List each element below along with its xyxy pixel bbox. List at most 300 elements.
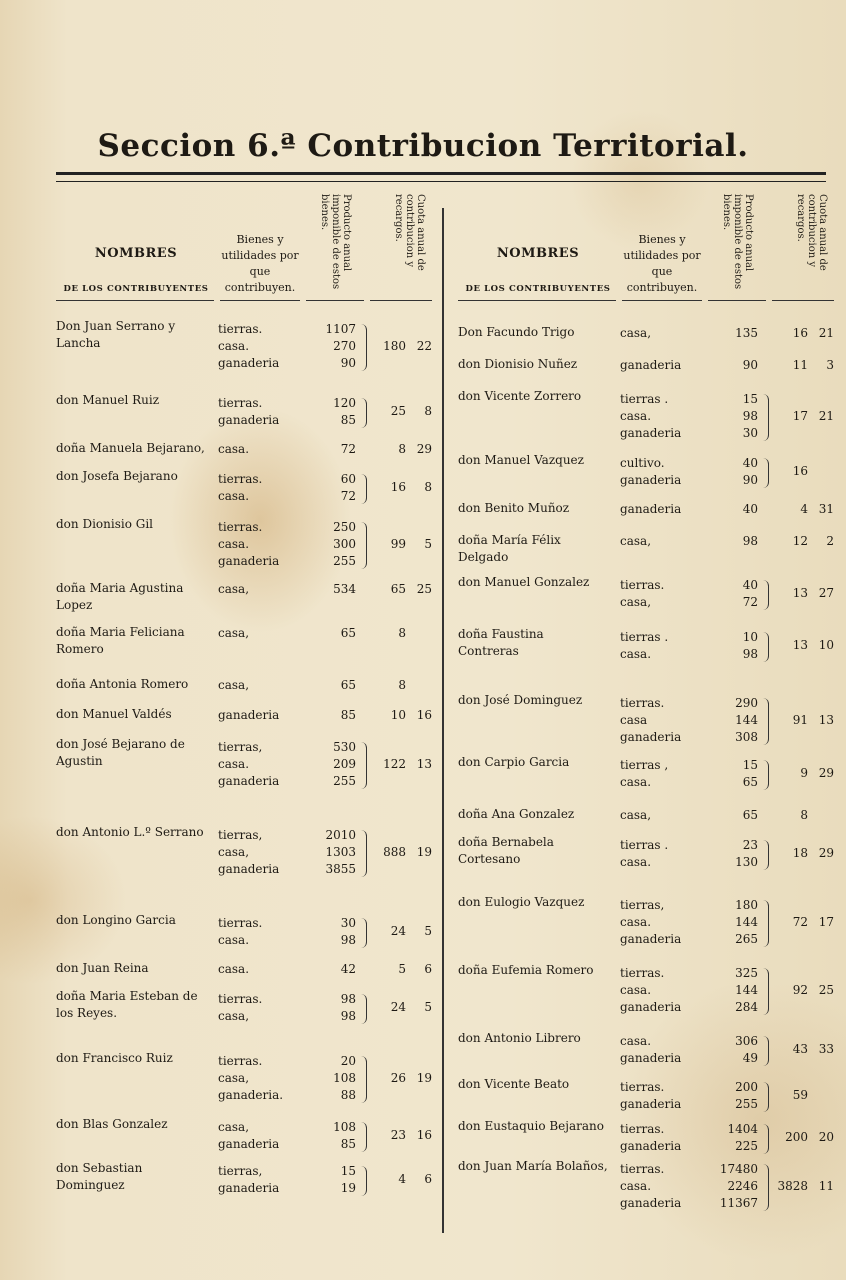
cuota-value: 16 bbox=[792, 464, 808, 478]
cuota-value: 17 bbox=[792, 408, 808, 423]
property-item bbox=[618, 932, 758, 949]
title-rule-thick bbox=[56, 172, 826, 175]
contributor-entry bbox=[458, 692, 838, 754]
property-type: tierras. bbox=[218, 396, 263, 410]
property-type: tierras. bbox=[218, 916, 263, 930]
property-value: 90 bbox=[742, 358, 758, 372]
contributor-name: doña Eufemia Romero bbox=[458, 963, 594, 977]
property-item bbox=[216, 933, 356, 950]
header-bienes: Bienes y utilidades por que contribuyen. bbox=[623, 233, 701, 294]
header-nombres: NOMBRES bbox=[496, 246, 580, 261]
property-type: ganaderia bbox=[620, 1139, 682, 1153]
property-item bbox=[216, 992, 356, 1009]
recargo-value: 22 bbox=[416, 338, 432, 353]
property-items bbox=[618, 392, 758, 443]
contributor-name: don Carpio Garcia bbox=[458, 755, 570, 769]
recargo-value: 6 bbox=[424, 961, 432, 976]
property-type: ganaderia bbox=[218, 862, 280, 876]
cuota-value: 43 bbox=[792, 1042, 808, 1056]
property-value: 3855 bbox=[325, 862, 356, 876]
property-type: ganaderia bbox=[620, 358, 682, 372]
property-type: ganaderia bbox=[218, 1181, 280, 1195]
recargo-value: 17 bbox=[818, 914, 834, 929]
contributor-name: doña María Félix Delgado bbox=[458, 533, 561, 564]
property-item bbox=[618, 1097, 758, 1114]
header-underline bbox=[708, 300, 766, 301]
property-item bbox=[216, 582, 356, 599]
property-item bbox=[618, 898, 758, 915]
property-items bbox=[216, 962, 356, 979]
property-type: tierras. bbox=[218, 472, 263, 486]
property-value: 65 bbox=[742, 808, 758, 822]
property-value: 98 bbox=[742, 534, 758, 548]
property-type: tierras. bbox=[218, 520, 263, 534]
property-items bbox=[216, 626, 356, 643]
property-items bbox=[216, 740, 356, 791]
property-value: 88 bbox=[340, 1088, 356, 1102]
recargo-value: 27 bbox=[818, 586, 834, 600]
contributor-name: don Benito Muñoz bbox=[458, 501, 570, 515]
property-item bbox=[618, 775, 758, 792]
property-item bbox=[216, 757, 356, 774]
contributor-name: don Juan María Bolaños, bbox=[458, 1159, 608, 1173]
property-items bbox=[618, 502, 758, 519]
contributor-name: don Vicente Beato bbox=[458, 1077, 570, 1091]
property-items bbox=[618, 630, 758, 664]
recargo-value: 16 bbox=[416, 707, 432, 722]
contributor-name: doña Maria Agustina Lopez bbox=[56, 581, 184, 612]
contributor-entry bbox=[56, 912, 436, 960]
property-item bbox=[216, 740, 356, 757]
contributor-entry bbox=[458, 574, 838, 626]
property-item bbox=[618, 473, 758, 490]
property-type: casa. bbox=[620, 983, 652, 997]
contributor-name: don Blas Gonzalez bbox=[56, 1117, 168, 1131]
property-value: 72 bbox=[340, 489, 356, 503]
property-value: 98 bbox=[742, 647, 758, 661]
property-type: casa, bbox=[620, 326, 652, 340]
contributor-name: don Longino Garcia bbox=[56, 913, 176, 927]
cuota-value: 13 bbox=[792, 638, 808, 652]
property-value: 85 bbox=[340, 708, 356, 722]
property-item bbox=[618, 358, 758, 375]
property-value: 30 bbox=[742, 426, 758, 440]
property-value: 255 bbox=[333, 554, 356, 568]
property-item bbox=[618, 1000, 758, 1017]
property-item bbox=[216, 774, 356, 791]
property-value: 98 bbox=[340, 933, 356, 947]
property-items bbox=[216, 916, 356, 950]
cuota-value: 4 bbox=[398, 1172, 406, 1186]
property-item bbox=[618, 1139, 758, 1156]
property-items bbox=[618, 1080, 758, 1114]
contributor-name: Don Facundo Trigo bbox=[458, 325, 575, 339]
property-item bbox=[618, 578, 758, 595]
property-value: 85 bbox=[340, 1137, 356, 1151]
header-underline bbox=[458, 300, 616, 301]
property-type: casa. bbox=[218, 933, 250, 947]
property-items bbox=[618, 898, 758, 949]
property-type: ganaderia bbox=[620, 932, 682, 946]
header-nombres-sub: DE LOS CONTRIBUYENTES bbox=[465, 284, 611, 294]
cuota-value: 25 bbox=[390, 404, 406, 418]
property-type: casa. bbox=[218, 442, 250, 456]
recargo-value: 13 bbox=[416, 756, 432, 771]
cuota-value: 9 bbox=[800, 766, 808, 780]
cuota-value: 65 bbox=[390, 581, 406, 596]
cuota-value: 8 bbox=[398, 441, 406, 456]
property-value: 40 bbox=[742, 578, 758, 592]
recargo-value: 6 bbox=[424, 1172, 432, 1186]
property-type: tierras. bbox=[620, 1162, 665, 1176]
contributor-name: don Vicente Zorrero bbox=[458, 389, 582, 403]
column-header bbox=[458, 190, 838, 302]
recargo-value: 13 bbox=[818, 712, 834, 727]
cuota-value: 180 bbox=[383, 338, 406, 353]
property-items bbox=[216, 992, 356, 1026]
recargo-value: 8 bbox=[424, 404, 432, 418]
property-value: 2010 bbox=[325, 828, 356, 842]
property-item bbox=[618, 1122, 758, 1139]
contributor-name: don Manuel Ruiz bbox=[56, 393, 160, 407]
contributor-name: don Eustaquio Bejarano bbox=[458, 1119, 604, 1133]
property-item bbox=[618, 326, 758, 343]
recargo-value: 21 bbox=[818, 325, 834, 340]
header-underline bbox=[370, 300, 432, 301]
property-item bbox=[618, 915, 758, 932]
property-item bbox=[216, 1164, 356, 1181]
property-item bbox=[216, 1009, 356, 1026]
property-value: 15 bbox=[742, 758, 758, 772]
property-item bbox=[216, 442, 356, 459]
property-type: casa, bbox=[218, 626, 250, 640]
header-gap bbox=[56, 302, 436, 318]
property-value: 17480 bbox=[719, 1162, 758, 1176]
property-type: tierras . bbox=[620, 392, 669, 406]
property-item bbox=[618, 426, 758, 443]
property-type: casa. bbox=[620, 1179, 652, 1193]
property-value: 270 bbox=[333, 339, 356, 353]
property-type: tierras. bbox=[218, 992, 263, 1006]
property-items bbox=[618, 808, 758, 825]
contributor-name: doña Maria Feliciana Romero bbox=[56, 625, 185, 656]
property-item bbox=[618, 409, 758, 426]
property-type: ganaderia bbox=[620, 473, 682, 487]
cuota-value: 72 bbox=[792, 914, 808, 929]
property-item bbox=[618, 808, 758, 825]
property-type: casa bbox=[620, 713, 648, 727]
contributor-name: don Dionisio Nuñez bbox=[458, 357, 578, 371]
contributor-entry bbox=[458, 324, 838, 356]
recargo-value: 20 bbox=[818, 1130, 834, 1144]
property-value: 534 bbox=[333, 582, 356, 596]
property-item bbox=[618, 696, 758, 713]
right-column bbox=[458, 190, 838, 1218]
contributor-entry bbox=[56, 736, 436, 824]
contributor-entry bbox=[56, 706, 436, 736]
contributor-name: don Antonio L.º Serrano bbox=[56, 825, 204, 839]
property-value: 135 bbox=[735, 326, 758, 340]
property-type: ganaderia bbox=[218, 356, 280, 370]
recargo-value: 5 bbox=[424, 1000, 432, 1014]
property-value: 11367 bbox=[719, 1196, 758, 1210]
property-type: casa. bbox=[218, 537, 250, 551]
property-type: casa, bbox=[218, 678, 250, 692]
recargo-value: 8 bbox=[424, 480, 432, 494]
property-value: 98 bbox=[340, 1009, 356, 1023]
property-items bbox=[216, 520, 356, 571]
property-value: 300 bbox=[333, 537, 356, 551]
property-type: cultivo. bbox=[620, 456, 665, 470]
property-value: 144 bbox=[735, 983, 758, 997]
property-item bbox=[618, 966, 758, 983]
property-type: ganaderia bbox=[218, 554, 280, 568]
contributor-entry bbox=[458, 894, 838, 962]
property-type: tierras. bbox=[620, 578, 665, 592]
property-items bbox=[618, 1034, 758, 1068]
contributor-name: don José Dominguez bbox=[458, 693, 583, 707]
contributor-entry bbox=[56, 392, 436, 440]
property-type: ganaderia bbox=[620, 502, 682, 516]
property-type: tierras. bbox=[218, 1054, 263, 1068]
property-item bbox=[216, 472, 356, 489]
property-value: 15 bbox=[742, 392, 758, 406]
property-item bbox=[618, 1162, 758, 1179]
recargo-value: 29 bbox=[416, 441, 432, 456]
property-items bbox=[216, 678, 356, 695]
contributor-entry bbox=[458, 962, 838, 1030]
contributor-name: don Manuel Valdés bbox=[56, 707, 172, 721]
property-items bbox=[216, 708, 356, 725]
property-value: 60 bbox=[340, 472, 356, 486]
recargo-value: 19 bbox=[416, 844, 432, 859]
property-item bbox=[618, 595, 758, 612]
property-value: 108 bbox=[333, 1071, 356, 1085]
recargo-value: 25 bbox=[416, 581, 432, 596]
property-type: tierras, bbox=[620, 898, 665, 912]
recargo-value: 31 bbox=[818, 501, 834, 516]
contributor-entry bbox=[56, 824, 436, 912]
header-producto: Producto anual imponible de estos bienes. bbox=[319, 194, 352, 290]
recargo-value: 2 bbox=[826, 533, 834, 548]
contributor-name: Don Juan Serrano y Lancha bbox=[56, 319, 176, 350]
header-cuota: Cuota anual de contribucion y recargos. bbox=[795, 194, 828, 271]
property-value: 209 bbox=[333, 757, 356, 771]
property-type: casa. bbox=[218, 757, 250, 771]
property-value: 144 bbox=[735, 915, 758, 929]
property-value: 130 bbox=[735, 855, 758, 869]
property-type: tierras. bbox=[620, 1122, 665, 1136]
cuota-value: 11 bbox=[792, 357, 808, 372]
property-value: 72 bbox=[340, 442, 356, 456]
property-type: ganaderia bbox=[218, 1137, 280, 1151]
contributor-name: don Eulogio Vazquez bbox=[458, 895, 585, 909]
recargo-value: 33 bbox=[818, 1042, 834, 1056]
cuota-value: 13 bbox=[792, 586, 808, 600]
property-item bbox=[216, 1054, 356, 1071]
property-items bbox=[618, 456, 758, 490]
property-value: 108 bbox=[333, 1120, 356, 1134]
property-item bbox=[216, 962, 356, 979]
recargo-value: 3 bbox=[826, 357, 834, 372]
property-items bbox=[216, 1120, 356, 1154]
property-type: casa, bbox=[218, 1009, 250, 1023]
property-type: casa, bbox=[620, 595, 652, 609]
property-value: 20 bbox=[340, 1054, 356, 1068]
property-item bbox=[618, 1051, 758, 1068]
property-value: 49 bbox=[742, 1051, 758, 1065]
property-item bbox=[216, 537, 356, 554]
cuota-value: 10 bbox=[390, 707, 406, 722]
property-type: casa. bbox=[218, 489, 250, 503]
header-nombres-sub: DE LOS CONTRIBUYENTES bbox=[63, 284, 209, 294]
property-items bbox=[618, 758, 758, 792]
property-type: casa. bbox=[620, 855, 652, 869]
property-type: ganaderia bbox=[620, 1097, 682, 1111]
property-type: tierras. bbox=[620, 1080, 665, 1094]
contributor-name: doña Ana Gonzalez bbox=[458, 807, 575, 821]
property-type: tierras, bbox=[218, 1164, 263, 1178]
contributor-name: doña Bernabela Cortesano bbox=[458, 835, 554, 866]
property-items bbox=[618, 966, 758, 1017]
property-value: 290 bbox=[735, 696, 758, 710]
recargo-value: 5 bbox=[424, 536, 432, 551]
property-type: ganaderia bbox=[620, 426, 682, 440]
contributor-entry bbox=[56, 988, 436, 1050]
property-value: 42 bbox=[340, 962, 356, 976]
contributor-entry bbox=[458, 834, 838, 894]
property-item bbox=[216, 626, 356, 643]
property-type: tierras, bbox=[218, 740, 263, 754]
property-type: ganaderia bbox=[620, 1051, 682, 1065]
cuota-value: 26 bbox=[390, 1070, 406, 1085]
property-type: ganaderia bbox=[620, 1196, 682, 1210]
property-value: 200 bbox=[735, 1080, 758, 1094]
contributor-entry bbox=[458, 1118, 838, 1158]
property-items bbox=[216, 828, 356, 879]
property-type: casa, bbox=[218, 1071, 250, 1085]
property-value: 1303 bbox=[325, 845, 356, 859]
property-item bbox=[618, 647, 758, 664]
property-type: casa. bbox=[620, 1034, 652, 1048]
property-type: ganaderia bbox=[218, 413, 280, 427]
property-value: 23 bbox=[742, 838, 758, 852]
property-type: casa, bbox=[218, 1120, 250, 1134]
property-items bbox=[216, 442, 356, 459]
property-value: 284 bbox=[735, 1000, 758, 1014]
property-items bbox=[216, 322, 356, 373]
cuota-value: 16 bbox=[792, 325, 808, 340]
property-type: casa. bbox=[620, 409, 652, 423]
property-type: tierras. bbox=[620, 966, 665, 980]
property-item bbox=[216, 1088, 356, 1105]
contributor-name: don Manuel Gonzalez bbox=[458, 575, 590, 589]
contributor-name: don Antonio Librero bbox=[458, 1031, 581, 1045]
property-value: 85 bbox=[340, 413, 356, 427]
header-bienes: Bienes y utilidades por que contribuyen. bbox=[221, 233, 299, 294]
property-type: ganaderia bbox=[218, 774, 280, 788]
property-item bbox=[216, 489, 356, 506]
cuota-value: 888 bbox=[383, 844, 406, 859]
property-value: 530 bbox=[333, 740, 356, 754]
property-item bbox=[216, 322, 356, 339]
property-type: casa. bbox=[218, 339, 250, 353]
contributor-entry bbox=[458, 532, 838, 574]
property-items bbox=[618, 838, 758, 872]
recargo-value: 29 bbox=[818, 846, 834, 860]
property-item bbox=[216, 396, 356, 413]
property-items bbox=[618, 534, 758, 551]
contributor-entry bbox=[56, 468, 436, 516]
property-value: 120 bbox=[333, 396, 356, 410]
contributor-entry bbox=[458, 626, 838, 692]
header-underlines bbox=[56, 300, 436, 302]
property-value: 40 bbox=[742, 502, 758, 516]
contributor-entry bbox=[56, 580, 436, 624]
property-item bbox=[618, 1080, 758, 1097]
property-value: 255 bbox=[735, 1097, 758, 1111]
property-item bbox=[618, 502, 758, 519]
header-nombres: NOMBRES bbox=[94, 246, 178, 261]
contributor-name: don Juan Reina bbox=[56, 961, 149, 975]
contributor-name: don Sebastian Dominguez bbox=[56, 1161, 143, 1192]
column-separator bbox=[442, 208, 444, 1233]
property-value: 10 bbox=[742, 630, 758, 644]
contributor-entry bbox=[56, 624, 436, 676]
contributor-name: don Josefa Bejarano bbox=[56, 469, 178, 483]
contributor-entry bbox=[458, 388, 838, 452]
cuota-value: 59 bbox=[792, 1088, 808, 1102]
property-item bbox=[216, 339, 356, 356]
contributor-entry bbox=[56, 440, 436, 468]
property-item bbox=[618, 713, 758, 730]
property-value: 19 bbox=[340, 1181, 356, 1195]
cuota-value: 3828 bbox=[777, 1178, 808, 1193]
recargo-value: 29 bbox=[818, 766, 834, 780]
cuota-value: 24 bbox=[390, 1000, 406, 1014]
recargo-value: 25 bbox=[818, 982, 834, 997]
contributor-name: doña Manuela Bejarano, bbox=[56, 441, 205, 455]
property-item bbox=[618, 392, 758, 409]
header-underline bbox=[772, 300, 834, 301]
cuota-value: 8 bbox=[800, 807, 808, 822]
property-value: 72 bbox=[742, 595, 758, 609]
property-value: 30 bbox=[340, 916, 356, 930]
property-value: 65 bbox=[742, 775, 758, 789]
page-title: Seccion 6.ª Contribucion Territorial. bbox=[97, 128, 749, 164]
property-item bbox=[216, 1181, 356, 1198]
property-value: 15 bbox=[340, 1164, 356, 1178]
header-producto: Producto anual imponible de estos bienes. bbox=[721, 194, 754, 290]
property-items bbox=[618, 326, 758, 343]
cuota-value: 8 bbox=[398, 625, 406, 640]
cuota-value: 18 bbox=[792, 846, 808, 860]
contributor-entry bbox=[458, 452, 838, 500]
contributor-entry bbox=[56, 1050, 436, 1116]
property-type: casa, bbox=[218, 845, 250, 859]
contributor-entry bbox=[56, 318, 436, 392]
property-item bbox=[216, 845, 356, 862]
property-item bbox=[618, 758, 758, 775]
property-type: ganaderia bbox=[218, 708, 280, 722]
property-item bbox=[216, 1137, 356, 1154]
property-value: 255 bbox=[333, 774, 356, 788]
cuota-value: 99 bbox=[390, 536, 406, 551]
property-type: tierras. bbox=[620, 696, 665, 710]
property-item bbox=[618, 983, 758, 1000]
property-item bbox=[216, 413, 356, 430]
property-value: 250 bbox=[333, 520, 356, 534]
